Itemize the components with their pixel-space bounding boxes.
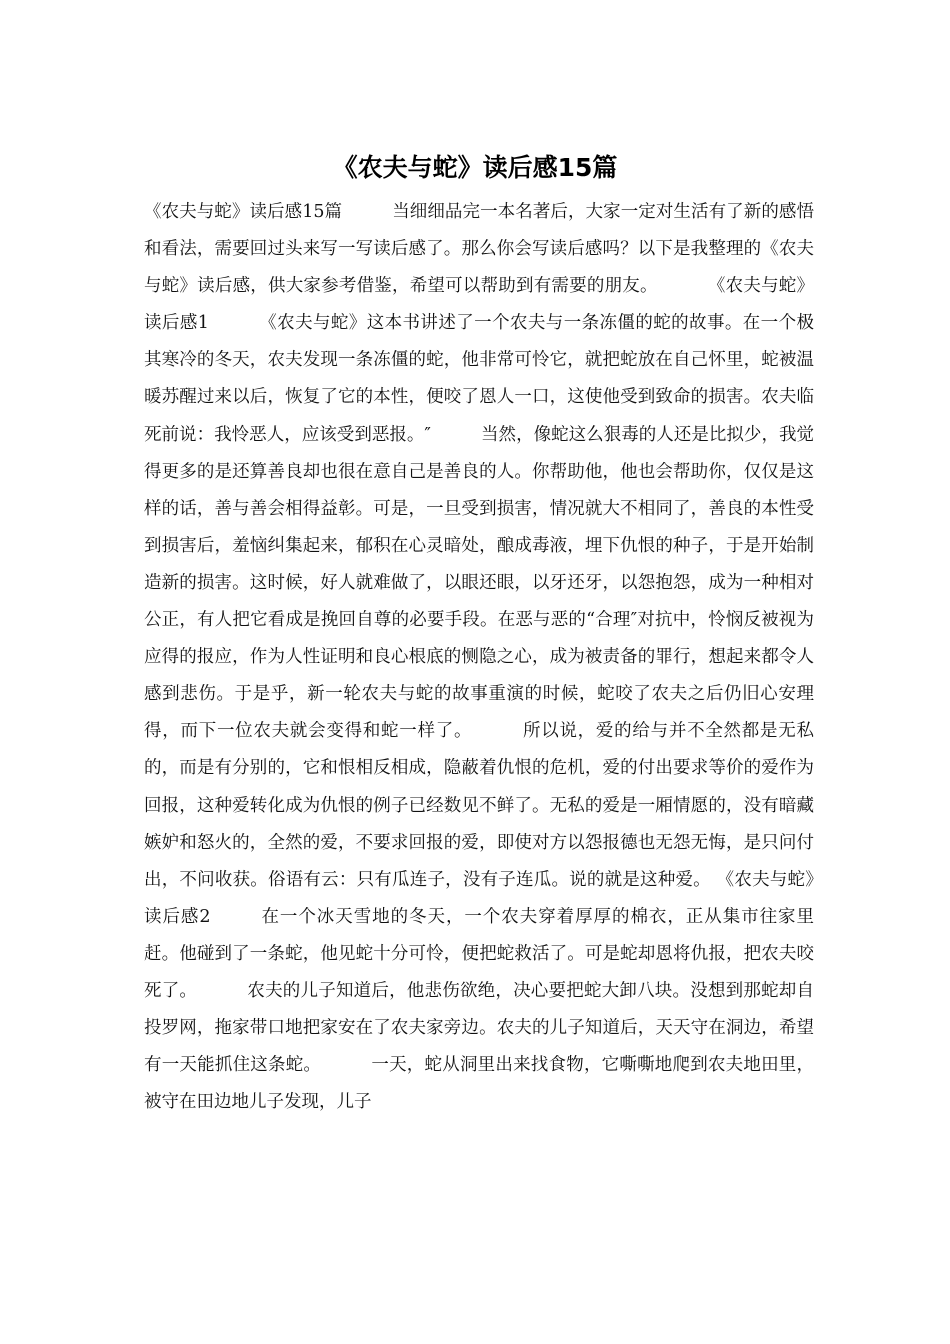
section-heading-1: 《农夫与蛇》读后感1 bbox=[144, 276, 815, 334]
intro-heading: 《农夫与蛇》读后感15篇 bbox=[144, 202, 343, 222]
section-heading-2: 《农夫与蛇》读后感2 bbox=[144, 869, 814, 927]
section-2-paragraph-3: 一天，蛇从洞里出来找食物，它嘶嘶地爬到农夫地田里，被守在田边地儿子发现，儿子 bbox=[144, 1055, 815, 1113]
document-title: 《农夫与蛇》读后感15篇 bbox=[332, 153, 618, 182]
section-2-paragraph-1: 在一个冰天雪地的冬天，一个农夫穿着厚厚的棉衣，正从集市往家里赶。他碰到了一条蛇，他见蛇十分可怜，便把蛇救活了。可是蛇却恩将仇报，把农夫咬死了。 bbox=[144, 906, 815, 1001]
section-1-paragraph-2: 当然，像蛇这么狠毒的人还是比拟少，我觉得更多的是还算善良却也很在意自己是善良的人。你帮助他，他也会帮助你，仅仅是这样的话，善与善会相得益彰。可是，一旦受到损害，情况就大不相同了，善良的本性受到损害后，羞恼纠集起来，郁积在心灵暗处，酿成毒液，埋下仇恨的种子，于是开始制造新的损害。这时候，好人就难做了，以眼还眼，以牙还牙，以怨抱怨，成为一种相对公正，有人把它看成是挽回自尊的必要手段。在恶与恶的“合理″对抗中，怜悯反被视为应得的报应，作为人性证明和良心根底的恻隐之心，成为被责备的罪行，想起来都令人感到悲伤。于是乎，新一轮农夫与蛇的故事重演的时候，蛇咬了农夫之后仍旧心安理得，而下一位农夫就会变得和蛇一样了。 bbox=[144, 424, 815, 742]
section-1-paragraph-3: 所以说，爱的给与并不全然都是无私的，而是有分别的，它和恨相反相成，隐蔽着仇恨的危机，爱的付出要求等价的爱作为回报，这种爱转化成为仇恨的例子已经数见不鲜了。无私的爱是一厢情愿的，没有暗藏嫉妒和怒火的，全然的爱，不要求回报的爱，即使对方以怨报德也无怨无悔，是只问付出，不问收获。俗语有云：只有瓜连子，没有子连瓜。说的就是这种爱。 bbox=[144, 721, 814, 890]
section-2-paragraph-2: 农夫的儿子知道后，他悲伤欲绝，决心要把蛇大卸八块。没想到那蛇却自投罗网，拖家带口地把家安在了农夫家旁边。农夫的儿子知道后，天天守在洞边，希望有一天能抓住这条蛇。 bbox=[144, 980, 815, 1076]
section-1-paragraph-1: 《农夫与蛇》这本书讲述了一个农夫与一条冻僵的蛇的故事。在一个极其寒冷的冬天，农夫发现一条冻僵的蛇，他非常可怜它，就把蛇放在自己怀里，蛇被温暖苏醒过来以后，恢复了它的本性，便咬了恩人一口，这使他受到致命的损害。农夫临死前说：我怜恶人，应该受到恶报。″ bbox=[144, 313, 814, 445]
document-body bbox=[144, 194, 814, 1121]
intro-paragraph: 当细细品完一本名著后，大家一定对生活有了新的感悟和看法，需要回过头来写一写读后感了。那么你会写读后感吗？以下是我整理的《农夫与蛇》读后感，供大家参考借鉴，希望可以帮助到有需要的朋友。 bbox=[144, 202, 814, 297]
